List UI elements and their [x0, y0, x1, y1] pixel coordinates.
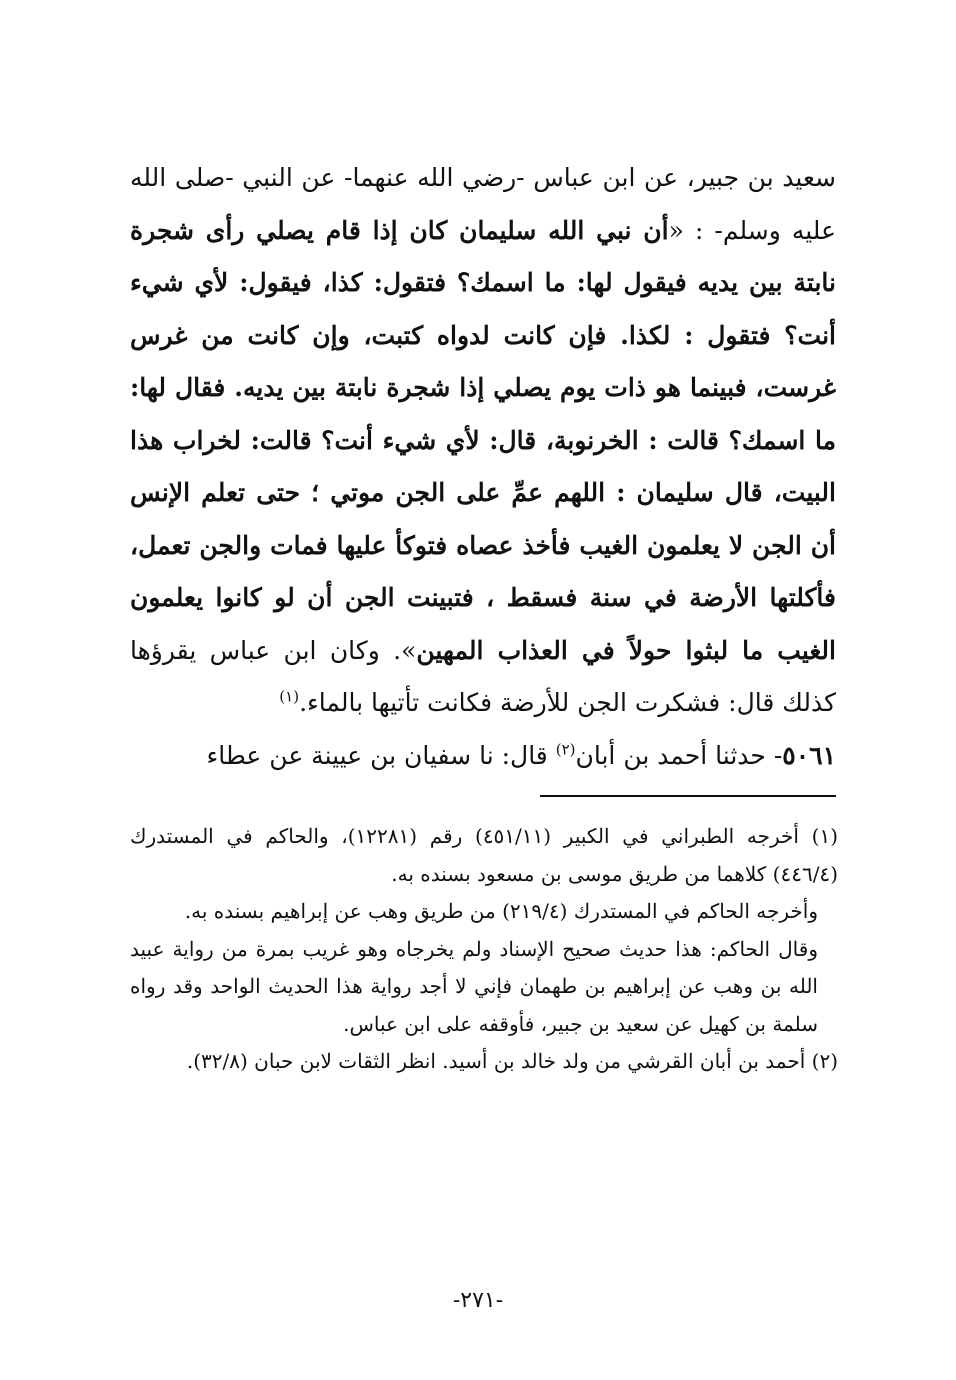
page-number: -٢٧١-: [452, 1288, 504, 1313]
hadith-paragraph: [130, 152, 836, 730]
isnad-start-a: - حدثنا أحمد بن أبان: [575, 740, 783, 770]
footnote-ref-1: (١): [279, 687, 300, 706]
hadith-matn: أن نبي الله سليمان كان إذا قام يصلي رأى شجرة نابتة بين يديه فيقول لها: ما اسمك؟ فتقول: كذا، فيقول: لأي شيء أنت؟ فتقول : لكذا. فإن كانت لدواه كتبت، وإن كانت من غرس غرست، فبينما هو ذات يوم يصلي إذا شجرة نابتة بين يديه. فقال لها: ما اسمك؟ قالت : الخرنوبة، قال: لأي شيء أنت؟ قالت: لخراب هذا البيت، قال سليمان : اللهم عمِّ على الجن موتي ؛ حتى تعلم الإنس أن الجن لا يعلمون الغيب فأخذ عصاه فتوكأ عليها فمات والجن تعمل، فأكلتها الأرضة في سنة فسقط ، فتبينت الجن أن لو كانوا يعلمون الغيب ما لبثوا حولاً في العذاب المهين: [130, 215, 836, 665]
hadith-number: ٥٠٦١: [782, 740, 836, 770]
main-text: [130, 152, 836, 782]
footnote-1: (١) أخرجه الطبراني في الكبير (٤٥١/١١) رقم (١٢٢٨١)، والحاكم في المستدرك (٤٤٦/٤) كلاهما من طريق موسى بن مسعود بسنده به.: [130, 824, 839, 886]
hadith-paragraph-5061: [130, 730, 836, 783]
footnote-1-hakim: وقال الحاكم: هذا حديث صحيح الإسناد ولم يخرجاه وهو غريب بمرة من رواية عبيد الله بن وهب عن إبراهيم بن طهمان فإني لا أجد رواية هذا الحديث الواحد وقد رواه سلمة بن كهيل عن سعيد بن جبير، فأوقفه على ابن عباس.: [130, 936, 818, 1036]
footnote-1-continuation: وأخرجه الحاكم في المستدرك (٢١٩/٤) من طريق وهب عن إبراهيم بسنده به.: [184, 899, 818, 923]
footnote-2: (٢) أحمد بن أبان القرشي من ولد خالد بن أسيد. انظر الثقات لابن حبان (٣٢/٨).: [186, 1049, 838, 1073]
isnad-start-b: قال: نا سفيان بن عيينة عن عطاء: [206, 740, 556, 770]
isnad-text: سعيد بن جبير، عن ابن عباس -رضي الله عنهما- عن النبي -صلى الله عليه وسلم- : «: [130, 163, 836, 245]
footnotes: [130, 818, 838, 1081]
footnote-ref-2: (٢): [555, 740, 576, 759]
footnote-separator: [540, 795, 836, 797]
hadith-tail: ». وكان ابن عباس يقرؤها كذلك قال: فشكرت الجن للأرضة فكانت تأتيها بالماء.: [130, 635, 836, 717]
